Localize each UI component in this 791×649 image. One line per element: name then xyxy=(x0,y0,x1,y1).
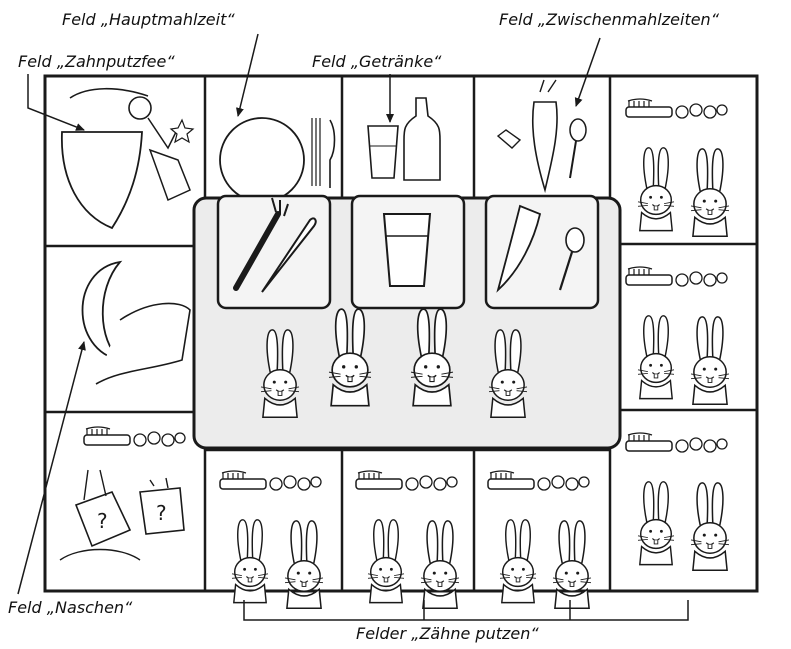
label-hauptmahlzeit: Feld „Hauptmahlzeit“ xyxy=(62,10,235,29)
svg-text:?: ? xyxy=(97,509,108,533)
label-getraenke: Feld „Getränke“ xyxy=(312,52,442,71)
glass-icon xyxy=(384,214,430,286)
svg-text:?: ? xyxy=(156,501,167,525)
label-naschen: Feld „Naschen“ xyxy=(8,598,133,617)
label-zaehne-putzen: Felder „Zähne putzen“ xyxy=(356,624,539,643)
card-cutlery xyxy=(218,196,330,308)
label-zwischenmahlzeiten: Feld „Zwischenmahlzeiten“ xyxy=(499,10,719,29)
label-zahnputzfee: Feld „Zahnputzfee“ xyxy=(18,52,175,71)
card-carrot xyxy=(486,196,598,308)
